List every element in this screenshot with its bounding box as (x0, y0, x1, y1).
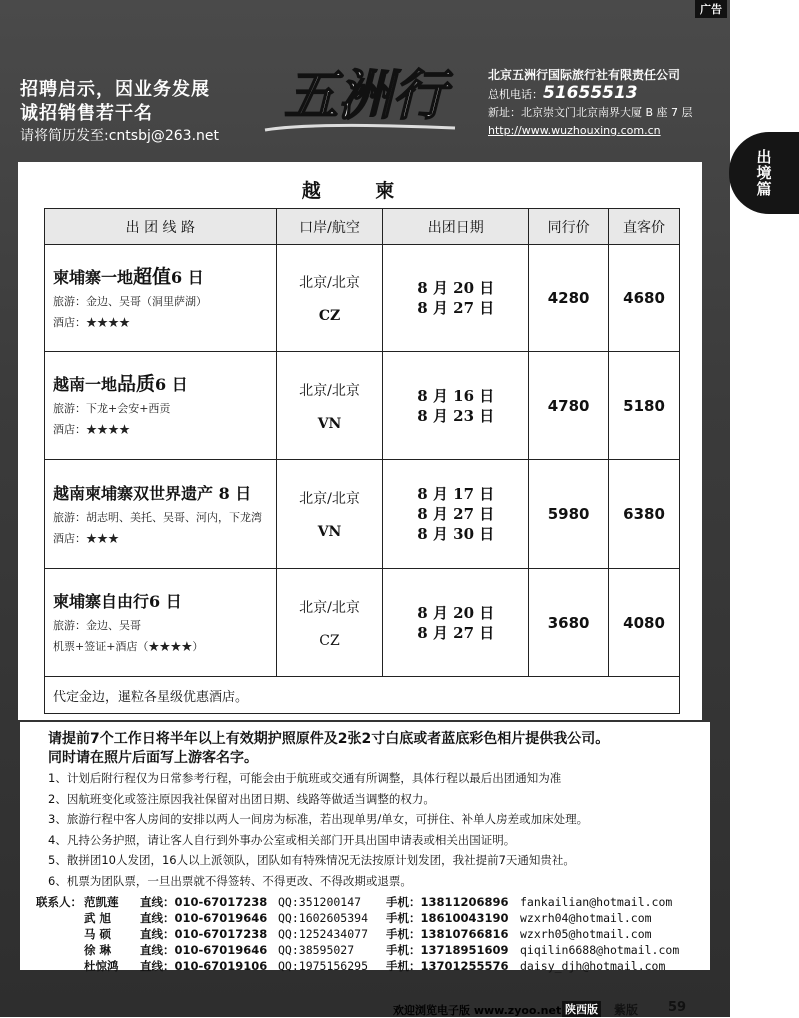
note-item: 4、凡持公务护照，请让客人自行到外事办公室或相关部门开具出国申请表或相关出国证明。 (48, 832, 516, 847)
retail-price: 6380 (609, 460, 680, 569)
recruit-line-2: 诚招销售若干名 (20, 103, 153, 124)
airline: CZ (318, 308, 341, 324)
notes-bold-line-2: 同时请在照片后面写上游客名字。 (48, 750, 258, 766)
contact-qq: QQ:1975156295 (278, 959, 369, 973)
route-cell (45, 245, 277, 352)
note-item: 2、因航班变化或签注原因我社保留对出团日期、线路等做适当调整的权力。 (48, 791, 435, 806)
date-cell: 8 月 20 日 8 月 27 日 (383, 569, 529, 677)
route-tour: 旅游：金边、吴哥 (53, 618, 141, 632)
contact-email[interactable]: wzxrh05@hotmail.com (520, 927, 652, 941)
date-cell: 8 月 20 日 8 月 27 日 (383, 245, 529, 352)
retail-price: 4080 (609, 569, 680, 677)
retail-price: 5180 (609, 352, 680, 460)
peer-price: 3680 (529, 569, 609, 677)
header-retail-price: 直客价 (609, 209, 680, 245)
note-item: 3、旅游行程中客人房间的安排以两人一间房为标准，若出现单男/单女，可拼住、补单人房差或加床处理。 (48, 812, 589, 826)
airline: VN (317, 524, 342, 540)
header-route: 出 团 线 路 (45, 209, 277, 245)
peer-price: 4280 (529, 245, 609, 352)
contact-qq: QQ:38595027 (278, 943, 355, 957)
recruitment-notice (20, 78, 219, 146)
page-footer (0, 1000, 730, 1017)
route-cell (45, 352, 277, 460)
port-cell: 北京/北京 CZ (276, 569, 383, 677)
recruit-line-1: 招聘启示，因业务发展 (20, 79, 210, 100)
notes-bold-line-1: 请提前7个工作日将半年以上有效期护照原件及2张2寸白底或者蓝底彩色相片提供我公司。 (48, 731, 610, 747)
airline: VN (317, 415, 342, 432)
contact-qq: QQ:1252434077 (278, 927, 369, 941)
table-row (45, 352, 680, 460)
contact-name: 徐 琳 (84, 943, 112, 957)
contacts-label: 联系人： (36, 895, 82, 909)
table-row (45, 569, 680, 677)
peer-price: 4780 (529, 352, 609, 460)
contact-mobile: 手机：18610043190 (386, 911, 509, 925)
contact-name: 武 旭 (84, 911, 112, 925)
route-hotel: 酒店：★★★★ (53, 423, 130, 436)
company-name: 北京五洲行国际旅行社有限责任公司 (488, 68, 681, 82)
recruit-email: 请将简历发至:cntsbj@263.net (20, 128, 219, 144)
table-row (45, 460, 680, 569)
contact-qq: QQ:351200147 (278, 895, 362, 909)
route-cell (45, 569, 277, 677)
route-cell (45, 460, 277, 569)
hotel-booking-note: 代定金边，暹粒各星级优惠酒店。 (45, 677, 680, 714)
contact-line: 直线：010-67019646 (140, 943, 268, 957)
section-tab-outbound: 出境篇 (729, 132, 799, 214)
retail-price: 4680 (609, 245, 680, 352)
contact-line: 直线：010-67019106 (140, 959, 268, 973)
route-title: 柬埔寨一地超值6 日 (53, 265, 204, 288)
route-title: 柬埔寨自由行6 日 (53, 591, 182, 611)
phone-number: 51655513 (543, 83, 638, 103)
contact-name: 马 硕 (84, 927, 112, 941)
page-number: 59 (668, 1000, 687, 1015)
header-port: 口岸/航空 (276, 209, 383, 245)
contact-name: 范凯莲 (84, 895, 119, 909)
date-cell: 8 月 16 日 8 月 23 日 (383, 352, 529, 460)
contact-mobile: 手机：13810766816 (386, 927, 509, 941)
port-cell: 北京/北京 VN (276, 460, 383, 569)
table-footer-row (45, 677, 680, 714)
route-tour: 旅游：金边、吴哥（洞里萨湖） (53, 294, 207, 308)
contact-mobile: 手机：13718951609 (386, 943, 509, 957)
route-title: 越南柬埔寨双世界遗产 8 日 (53, 483, 252, 503)
header-date: 出团日期 (383, 209, 529, 245)
company-phone: 总机电话：51655513 (488, 83, 638, 103)
route-hotel: 酒店：★★★ (53, 531, 119, 545)
contact-name: 杜惊鸿 (84, 959, 119, 973)
note-item: 6、机票为团队票，一旦出票就不得签转、不得更改、不得改期或退票。 (48, 873, 412, 888)
port-cell: 北京/北京 CZ (276, 245, 383, 352)
peer-price: 5980 (529, 460, 609, 569)
contact-qq: QQ:1602605394 (278, 911, 369, 925)
contact-email[interactable]: qiqilin6688@hotmail.com (520, 943, 680, 957)
ad-tag: 广告 (695, 0, 727, 18)
table-header-row (45, 209, 680, 245)
route-tour: 旅游：胡志明、美托、吴哥、河内，下龙湾 (53, 510, 262, 524)
contact-email[interactable]: fankailian@hotmail.com (520, 895, 673, 909)
tour-price-panel (18, 162, 702, 720)
wuzhouxing-logo (255, 52, 475, 142)
contact-email[interactable]: daisy_djh@hotmail.com (520, 959, 666, 973)
notes-section (20, 722, 710, 888)
table-row (45, 245, 680, 352)
logo-text: 五洲行 (284, 63, 446, 127)
route-hotel: 机票+签证+酒店（★★★★） (53, 639, 204, 653)
edition-badge: 陕西版 (562, 1001, 601, 1017)
contacts-section (20, 888, 710, 973)
contact-line: 直线：010-67017238 (140, 895, 268, 909)
footer-site[interactable]: 欢迎浏览电子版 www.zyoo.net (393, 1004, 562, 1017)
route-tour: 旅游：下龙+会安+西贡 (53, 402, 171, 415)
contact-mobile: 手机：13811206896 (386, 895, 509, 909)
port-cell: 北京/北京 VN (276, 352, 383, 460)
tour-price-table (44, 208, 680, 714)
airline: CZ (319, 632, 340, 649)
contact-line: 直线：010-67019646 (140, 911, 268, 925)
route-title: 越南一地品质6 日 (53, 373, 188, 395)
route-hotel: 酒店：★★★★ (53, 315, 130, 329)
header-peer-price: 同行价 (529, 209, 609, 245)
contact-line: 直线：010-67017238 (140, 927, 268, 941)
edition-name: 紫版 (614, 1003, 639, 1017)
company-info (488, 66, 693, 140)
date-cell: 8 月 17 日 8 月 27 日 8 月 30 日 (383, 460, 529, 569)
note-item: 5、散拼团10人发团，16人以上派领队，团队如有特殊情况无法按原计划发团，我社提前7天通知贵社。 (48, 853, 575, 867)
note-item: 1、计划后附行程仅为日常参考行程，可能会由于航班或交通有所调整，具体行程以最后出团通知为准 (48, 771, 562, 785)
contact-mobile: 手机：13701255576 (386, 959, 509, 973)
company-address: 新址：北京崇文门北京南界大厦 B 座 7 层 (488, 106, 693, 119)
panel-title: 越 柬 (301, 180, 419, 202)
contact-email[interactable]: wzxrh04@hotmail.com (520, 911, 652, 925)
company-url[interactable]: http://www.wuzhouxing.com.cn (488, 124, 661, 137)
